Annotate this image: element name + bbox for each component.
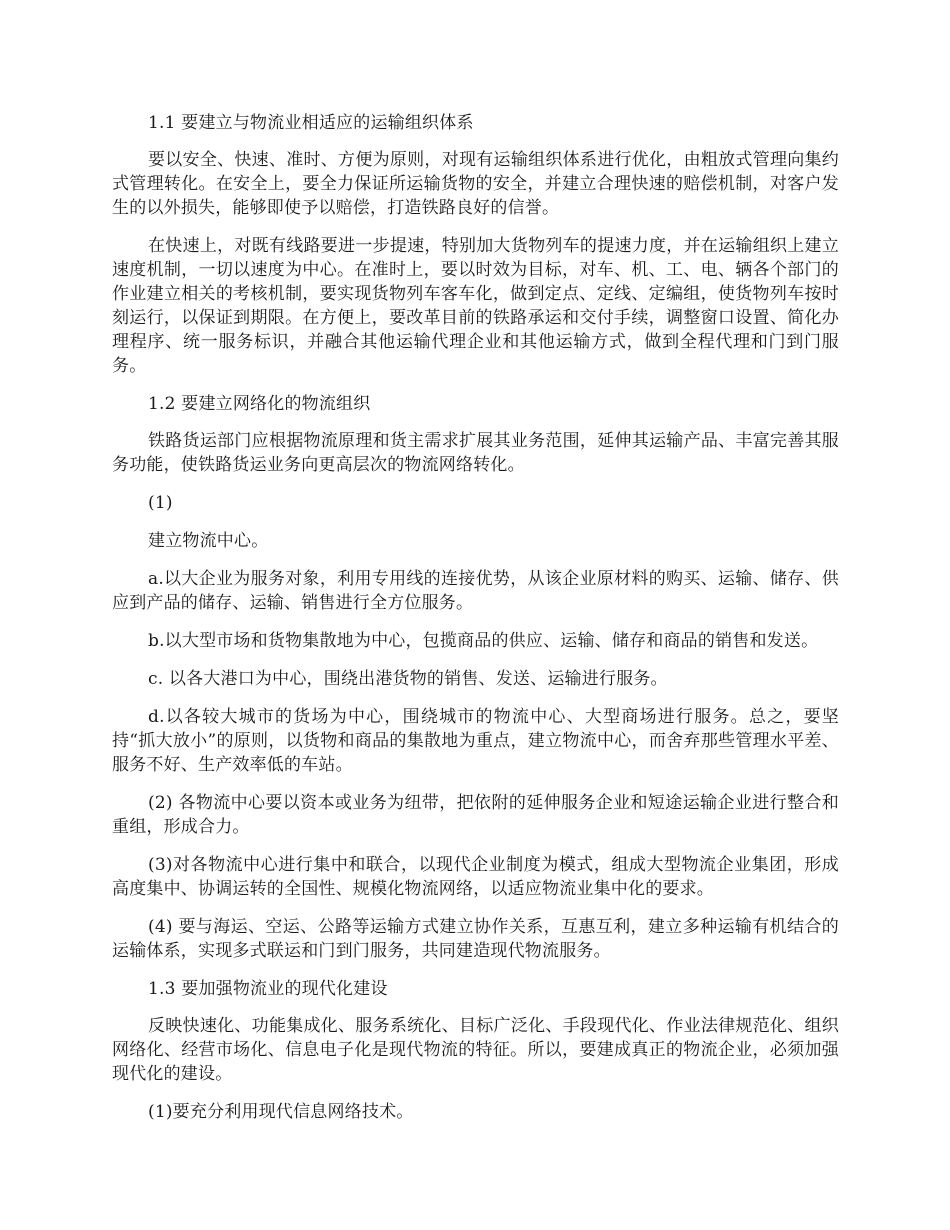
list-item: b.以大型市场和货物集散地为中心，包揽商品的供应、运输、储存和商品的销售和发送。	[148, 631, 819, 651]
section-heading-1-3: 1.3 要加强物流业的现代化建设	[148, 979, 388, 999]
paragraph: 在快速上，对既有线路要进一步提速，特别加大货物列车的提速力度，并在运输组织上建立速度机制，一切以速度为中心。在准时上，要以时效为目标，对车、机、工、电、辆各个部门的作业建立相关的考核机制，要实现货物列车客车化，做到定点、定线、定编组，使货物列车按时刻运行，以保证到期限。在方便上，要改革目前的铁路承运和交付手续，调整窗口设置、简化办理程序、统一服务标识，并融合其他运输代理企业和其他运输方式，做到全程代理和门到门服务。	[112, 236, 839, 376]
list-item: (3)对各物流中心进行集中和联合，以现代企业制度为模式，组成大型物流企业集团，形成高度集中、协调运转的全国性、规模化物流网络，以适应物流业集中化的要求。	[112, 855, 839, 899]
list-item: (4) 要与海运、空运、公路等运输方式建立协作关系，互惠互利，建立多种运输有机结合的运输体系，实现多式联运和门到门服务，共同建造现代物流服务。	[112, 917, 839, 961]
list-item: d.以各较大城市的货场为中心，围绕城市的物流中心、大型商场进行服务。总之，要坚持“抓大放小”的原则，以货物和商品的集散地为重点，建立物流中心，而舍弃那些管理水平差、服务不好、生产效率低的车站。	[112, 707, 839, 775]
paragraph: 建立物流中心。	[148, 531, 269, 551]
list-item: a.以大企业为服务对象，利用专用线的连接优势，从该企业原材料的购买、运输、储存、供应到产品的储存、运输、销售进行全方位服务。	[112, 569, 839, 613]
list-item: (1)要充分利用现代信息网络技术。	[148, 1102, 414, 1122]
section-heading-1-1: 1.1 要建立与物流业相适应的运输组织体系	[148, 113, 474, 133]
list-item: (2) 各物流中心要以资本或业务为纽带，把依附的延伸服务企业和短途运输企业进行整合和重组，形成合力。	[112, 793, 839, 837]
list-marker: (1)	[148, 493, 173, 513]
list-item: c. 以各大港口为中心，围绕出港货物的销售、发送、运输进行服务。	[148, 669, 668, 689]
paragraph: 反映快速化、功能集成化、服务系统化、目标广泛化、手段现代化、作业法律规范化、组织网络化、经营市场化、信息电子化是现代物流的特征。所以，要建成真正的物流企业，必须加强现代化的建设。	[112, 1016, 839, 1084]
section-heading-1-2: 1.2 要建立网络化的物流组织	[148, 394, 371, 414]
document-body	[112, 111, 839, 1138]
paragraph: 要以安全、快速、准时、方便为原则，对现有运输组织体系进行优化，由粗放式管理向集约式管理转化。在安全上，要全力保证所运输货物的安全，并建立合理快速的赔偿机制，对客户发生的以外损失，能够即使予以赔偿，打造铁路良好的信誉。	[112, 150, 839, 218]
paragraph: 铁路货运部门应根据物流原理和货主需求扩展其业务范围，延伸其运输产品、丰富完善其服务功能，使铁路货运业务向更高层次的物流网络转化。	[112, 431, 839, 475]
